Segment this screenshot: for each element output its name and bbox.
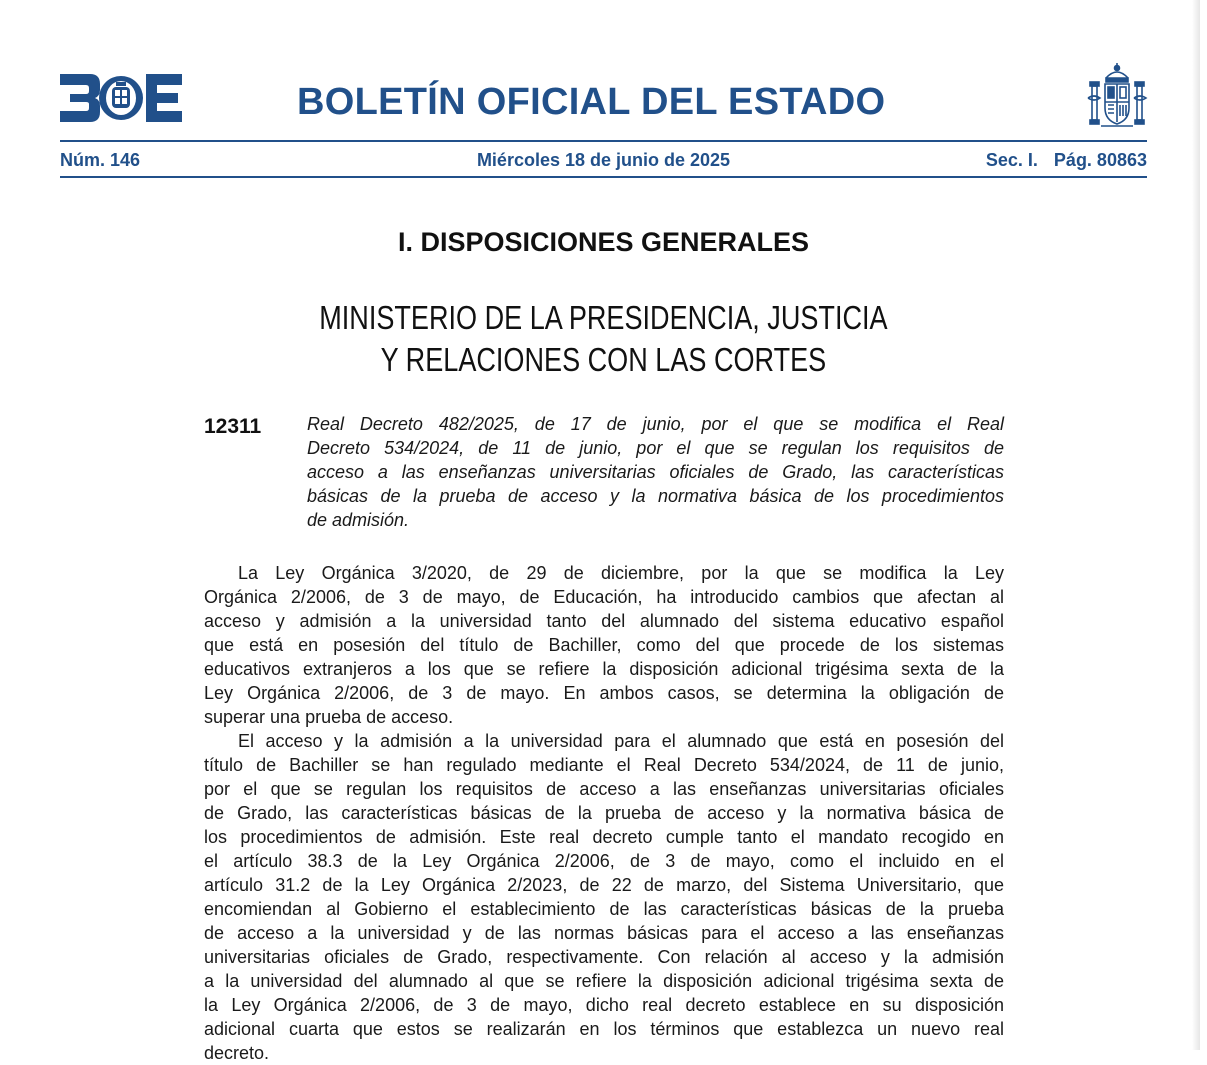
paragraph bbox=[204, 729, 1004, 1065]
title-line: acceso a las enseñanzas universitarias oficiales de Grado, las características bbox=[307, 462, 1004, 482]
ministry-line: Y RELACIONES CON LAS CORTES bbox=[380, 341, 827, 378]
text-line: de acceso a la universidad y de las normas básicas para el acceso a las enseñanzas bbox=[204, 923, 1004, 943]
ministry-heading bbox=[109, 297, 1099, 381]
text-line: los procedimientos de admisión. Este real decreto cumple tanto el mandato recogido en bbox=[204, 827, 1004, 847]
text-line: decreto. bbox=[204, 1043, 270, 1063]
page-number: Pág. 80863 bbox=[1053, 150, 1147, 170]
section-label: Sec. I. bbox=[985, 150, 1038, 170]
text-line: adicional cuarta que estos se realizarán en los términos que establezca un nuevo real bbox=[204, 1019, 1004, 1039]
text-line: universitarias oficiales de Grado, respectivamente. Con relación al acceso y la admisión bbox=[204, 947, 1004, 967]
ministry-line: MINISTERIO DE LA PRESIDENCIA, JUSTICIA bbox=[319, 299, 888, 336]
text-line: La Ley Orgánica 3/2020, de 29 de diciembre, por la que se modifica la Ley bbox=[238, 563, 1004, 583]
text-line: Orgánica 2/2006, de 3 de mayo, de Educación, ha introducido cambios que afectan al bbox=[204, 587, 1004, 607]
text-line: encomiendan al Gobierno el establecimiento de las características básicas de la prueba bbox=[204, 899, 1004, 919]
section-page-info bbox=[986, 149, 1147, 171]
text-line: la Ley Orgánica 2/2006, de 3 de mayo, dicho real decreto establece en su disposición bbox=[204, 995, 1004, 1015]
text-line: artículo 31.2 de la Ley Orgánica 2/2023, de 22 de marzo, del Sistema Universitario, que bbox=[204, 875, 1004, 895]
boe-logo-icon bbox=[60, 74, 182, 122]
title-line: de admisión. bbox=[307, 510, 410, 530]
text-line: Ley Orgánica 2/2006, de 3 de mayo. En ambos casos, se determina la obligación de bbox=[204, 683, 1004, 703]
text-line: título de Bachiller se han regulado mediante el Real Decreto 534/2024, de 11 de junio, bbox=[204, 755, 1004, 775]
disposition-title bbox=[307, 412, 1004, 532]
text-line: por el que se regulan los requisitos de acceso a las enseñanzas universitarias oficiales bbox=[204, 779, 1004, 799]
title-line: Decreto 534/2024, de 11 de junio, por el que se regulan los requisitos de bbox=[307, 438, 1004, 458]
issue-date: Miércoles 18 de junio de 2025 bbox=[476, 150, 731, 170]
text-line: a la universidad del alumnado al que se refiere la disposición adicional trigésima sexta de bbox=[204, 971, 1004, 991]
text-line: de Grado, las características básicas de la prueba de acceso y la normativa básica de bbox=[204, 803, 1004, 823]
text-line: acceso y admisión a la universidad tanto del alumnado del sistema educativo español bbox=[204, 611, 1004, 631]
text-line: superar una prueba de acceso. bbox=[204, 707, 454, 727]
title-line: básicas de la prueba de acceso y la normativa básica de los procedimientos bbox=[307, 486, 1004, 506]
disposition-number: 12311 bbox=[204, 415, 262, 438]
title-line: Real Decreto 482/2025, de 17 de junio, por el que se modifica el Real bbox=[307, 414, 1004, 434]
spanish-coat-of-arms-icon bbox=[1086, 62, 1148, 130]
text-line: educativos extranjeros a los que se refiere la disposición adicional trigésima sexta de la bbox=[204, 659, 1004, 679]
masthead-title: BOLETÍN OFICIAL DEL ESTADO bbox=[297, 81, 886, 123]
header-rule-top bbox=[60, 140, 1147, 142]
paragraph bbox=[204, 561, 1004, 729]
text-line: El acceso y la admisión a la universidad para el alumnado que está en posesión del bbox=[238, 731, 1004, 751]
text-line: el artículo 38.3 de la Ley Orgánica 2/2006, de 3 de mayo, como el incluido en el bbox=[204, 851, 1004, 871]
text-line: que está en posesión del título de Bachiller, como del que procede de los sistemas bbox=[204, 635, 1004, 655]
page-edge-shadow bbox=[1192, 0, 1200, 1050]
shield-icon bbox=[106, 81, 136, 115]
document-body bbox=[204, 561, 1004, 1065]
issue-number: Núm. 146 bbox=[60, 150, 141, 170]
header-rule-bottom bbox=[60, 176, 1147, 178]
section-title: I. DISPOSICIONES GENERALES bbox=[397, 227, 810, 257]
